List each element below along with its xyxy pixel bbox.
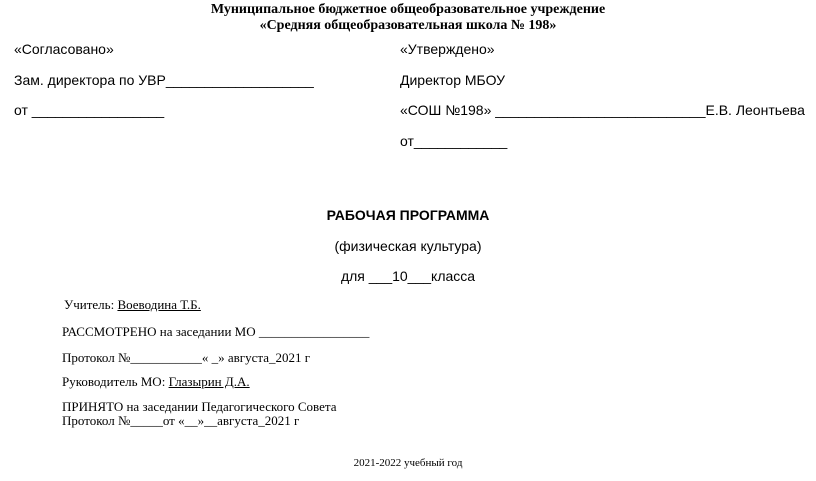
protocol2-line: Протокол №_____от «__»__августа_2021 г [62,413,300,428]
protocol-line: Протокол №___________« _» августа_2021 г [62,350,311,365]
program-grade: для ___10___класса [340,268,476,284]
left-date-line: от _________________ [14,102,165,118]
program-subject: (физическая культура) [334,238,482,254]
accepted-line: ПРИНЯТО на заседании Педагогического Совета [62,399,337,414]
deputy-director-line: Зам. директора по УВР___________________ [14,72,314,88]
right-date-line: от____________ [400,133,508,149]
mo-head-line [62,374,250,390]
header-line-1: Муниципальное бюджетное общеобразовательное учреждение [210,2,606,17]
school-signature-line: «СОШ №198» ___________________________Е.В. Леонтьева [400,102,805,118]
teacher-line [64,297,201,313]
mo-head-label: Руководитель МО: [62,374,169,389]
teacher-label: Учитель: [64,297,118,312]
mo-head-name: Глазырин Д.А. [168,374,250,389]
program-title: РАБОЧАЯ ПРОГРАММА [326,207,490,223]
teacher-name: Воеводина Т.Б. [117,297,201,312]
approved-label: «Утверждено» [400,41,495,57]
header-line-2: «Средняя общеобразовательная школа № 198» [259,18,557,33]
considered-line: РАССМОТРЕНО на заседании МО _________________ [62,324,370,339]
academic-year: 2021-2022 учебный год [353,457,463,469]
agreed-label: «Согласовано» [14,41,114,57]
director-label: Директор МБОУ [400,72,506,88]
